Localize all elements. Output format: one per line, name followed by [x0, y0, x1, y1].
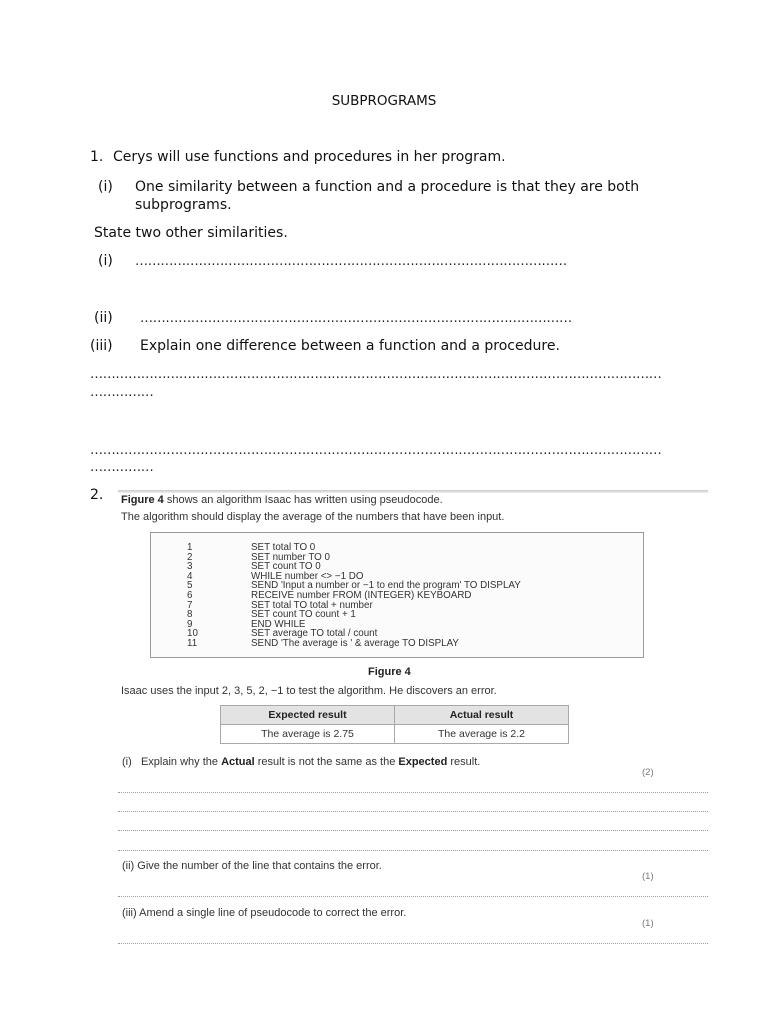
q2-part-iii: (iii) Amend a single line of pseudocode to correct the error. [122, 907, 407, 919]
q2-part-ii: (ii) Give the number of the line that contains the error. [122, 860, 382, 872]
q1-part-iii-text: Explain one difference between a function and a procedure. [140, 338, 560, 354]
code-line-number: 5 [187, 580, 193, 592]
q1-answer-iii-dots-1[interactable]: ……………………………………………………………………………………………………………………… [90, 367, 662, 382]
code-line-text: WHILE number <> −1 DO [251, 570, 364, 582]
q1-answer-iii-dots-2[interactable]: ……………………………………………………………………………………………………………………… [90, 443, 662, 458]
code-line-text: SET average TO total / count [251, 628, 378, 640]
answer-line[interactable] [118, 896, 708, 897]
q1-answer-iii-dots-1-cont[interactable]: …………… [90, 385, 154, 400]
code-line-text: SET total TO total + number [251, 599, 373, 611]
q1-answer-i-label: (i) [98, 253, 113, 269]
code-line-number: 11 [187, 638, 198, 649]
code-line-text: RECEIVE number FROM (INTEGER) KEYBOARD [251, 590, 472, 601]
table-cell-expected: The average is 2.75 [221, 725, 395, 744]
code-line-text: SET total TO 0 [251, 542, 316, 553]
code-line-number: 3 [187, 561, 193, 573]
code-line-number: 9 [187, 618, 193, 630]
q1-answer-iii-dots-2-cont[interactable]: …………… [90, 460, 154, 475]
q1-part-i-label: (i) [98, 179, 113, 195]
q2-part-i: (i) Explain why the Actual result is not the same as the Expected result. [122, 756, 481, 768]
answer-line[interactable] [118, 811, 708, 812]
results-table [220, 705, 569, 744]
q1-part-i-line1: One similarity between a function and a procedure is that they are both [135, 179, 640, 195]
answer-line[interactable] [118, 943, 708, 944]
q1-part-i-line2: subprograms. [135, 197, 232, 213]
code-line-text: END WHILE [251, 618, 306, 630]
answer-line[interactable] [118, 850, 708, 851]
code-line-number: 6 [187, 590, 193, 601]
q1-part-iii-label: (iii) [90, 338, 113, 354]
code-line-text: SEND 'Input a number or −1 to end the program' TO DISPLAY [251, 580, 521, 592]
q1-answer-ii-dots[interactable]: ………………………………………………………………………………………… [140, 311, 572, 326]
table-header-actual: Actual result [395, 706, 569, 725]
code-line-number: 4 [187, 570, 193, 582]
q2-part-ii-marks: (1) [642, 871, 654, 882]
q1-number: 1. [90, 149, 104, 165]
code-line-text: SET count TO count + 1 [251, 609, 356, 621]
code-line-number: 8 [187, 609, 193, 621]
answer-line[interactable] [118, 830, 708, 831]
q2-test-text: Isaac uses the input 2, 3, 5, 2, −1 to test the algorithm. He discovers an error. [121, 685, 497, 697]
code-line-number: 1 [187, 542, 193, 553]
table-row [221, 725, 569, 744]
code-line-number: 10 [187, 628, 198, 640]
table-cell-actual: The average is 2.2 [395, 725, 569, 744]
code-line-number: 7 [187, 599, 193, 611]
q2-part-iii-marks: (1) [642, 918, 654, 929]
q2-scanned-figure [118, 490, 708, 960]
pseudocode-box [150, 532, 644, 658]
q1-instruction: State two other similarities. [94, 225, 288, 241]
table-header-expected: Expected result [221, 706, 395, 725]
code-line-text: SET number TO 0 [251, 551, 330, 563]
table-header-row [221, 706, 569, 725]
page-title: SUBPROGRAMS [331, 93, 437, 109]
q2-intro-line1: Figure 4 shows an algorithm Isaac has written using pseudocode. [121, 494, 443, 506]
code-line-text: SET count TO 0 [251, 561, 321, 573]
code-line-text: SEND 'The average is ' & average TO DISPLAY [251, 638, 459, 649]
q2-number: 2. [90, 487, 104, 503]
answer-line[interactable] [118, 792, 708, 793]
figure-caption: Figure 4 [368, 666, 411, 678]
q1-answer-ii-label: (ii) [94, 310, 113, 326]
q1-text: Cerys will use functions and procedures in her program. [113, 149, 506, 165]
scan-top-edge [118, 490, 708, 493]
code-line-number: 2 [187, 551, 193, 563]
q1-answer-i-dots[interactable]: ………………………………………………………………………………………… [135, 254, 567, 269]
q2-intro-line2: The algorithm should display the average of the numbers that have been input. [121, 511, 505, 523]
q2-part-i-marks: (2) [642, 767, 654, 778]
